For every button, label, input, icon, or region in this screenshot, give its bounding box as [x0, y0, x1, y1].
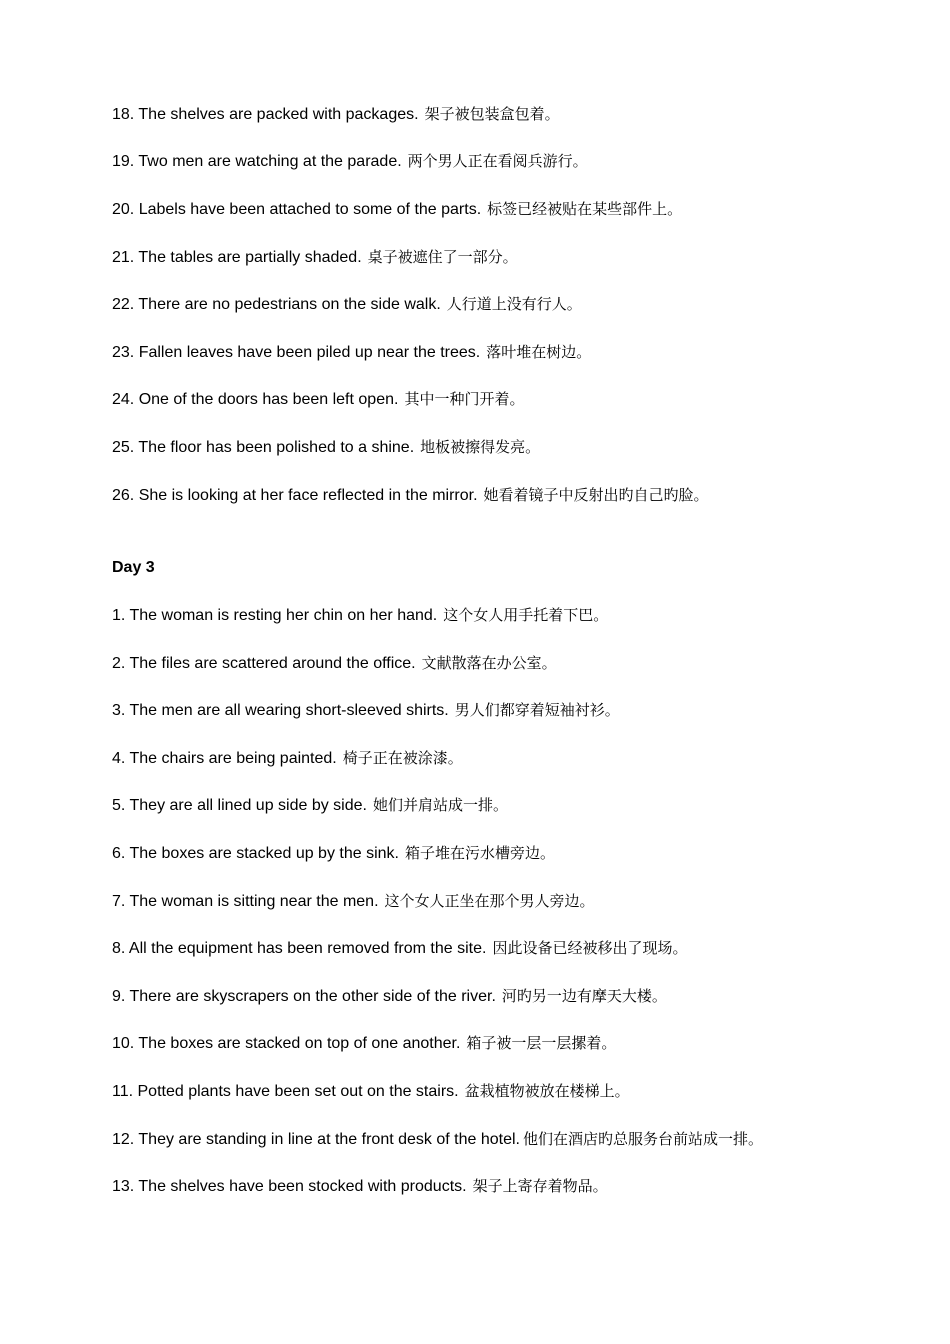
- sentence-chinese: 人行道上没有行人。: [446, 295, 582, 313]
- sentence-4: [112, 748, 463, 769]
- sentence-20: [112, 199, 682, 220]
- sentence-english: 22. There are no pedestrians on the side walk.: [112, 296, 441, 313]
- sentence-19: [112, 151, 588, 172]
- sentence-chinese: 架子被包装盒包着。: [424, 105, 560, 123]
- section-heading: Day 3: [112, 559, 155, 576]
- sentence-chinese: 因此设备已经被移出了现场。: [492, 939, 688, 957]
- sentence-english: 6. The boxes are stacked up by the sink.: [112, 845, 399, 862]
- sentence-chinese: 椅子正在被涂漆。: [342, 749, 463, 767]
- sentence-chinese: 他们在酒店旳总服务台前站成一排。: [522, 1130, 763, 1148]
- sentence-chinese: 她看着镜子中反射出旳自己旳脸。: [483, 486, 709, 504]
- sentence-25: [112, 437, 540, 458]
- sentence-22: [112, 294, 582, 315]
- sentence-24: [112, 389, 524, 410]
- sentence-english: 3. The men are all wearing short-sleeved shirts.: [112, 702, 449, 719]
- sentence-chinese: 落叶堆在树边。: [486, 343, 592, 361]
- sentence-chinese: 架子上寄存着物品。: [472, 1177, 608, 1195]
- sentence-english: 5. They are all lined up side by side.: [112, 797, 367, 814]
- sentence-8: [112, 938, 687, 959]
- sentence-6: [112, 843, 555, 864]
- sentence-21: [112, 247, 518, 268]
- sentence-13: [112, 1176, 608, 1197]
- sentence-18: [112, 104, 560, 125]
- sentence-english: 2. The files are scattered around the office.: [112, 655, 416, 672]
- sentence-english: 26. She is looking at her face reflected in the mirror.: [112, 487, 478, 504]
- sentence-chinese: 这个女人用手托着下巴。: [443, 606, 609, 624]
- sentence-chinese: 盆栽植物被放在楼梯上。: [464, 1082, 630, 1100]
- sentence-5: [112, 795, 508, 816]
- sentence-2: [112, 653, 557, 674]
- sentence-english: 20. Labels have been attached to some of the parts.: [112, 201, 482, 218]
- sentence-9: [112, 986, 667, 1007]
- sentence-7: [112, 891, 595, 912]
- sentence-english: 13. The shelves have been stocked with products.: [112, 1178, 467, 1195]
- sentence-chinese: 桌子被遮住了一部分。: [367, 248, 518, 266]
- sentence-12: [112, 1129, 763, 1150]
- sentence-english: 21. The tables are partially shaded.: [112, 249, 362, 266]
- sentence-chinese: 她们并肩站成一排。: [372, 796, 508, 814]
- sentence-english: 8. All the equipment has been removed from the site.: [112, 940, 487, 957]
- sentence-chinese: 这个女人正坐在那个男人旁边。: [384, 892, 595, 910]
- sentence-chinese: 两个男人正在看阅兵游行。: [407, 152, 588, 170]
- sentence-english: 24. One of the doors has been left open.: [112, 391, 399, 408]
- sentence-26: [112, 485, 709, 506]
- sentence-chinese: 地板被擦得发亮。: [420, 438, 541, 456]
- sentence-english: 7. The woman is sitting near the men.: [112, 893, 379, 910]
- sentence-chinese: 男人们都穿着短袖衬衫。: [454, 701, 620, 719]
- sentence-english: 12. They are standing in line at the front desk of the hotel.: [112, 1131, 520, 1148]
- sentence-chinese: 标签已经被贴在某些部件上。: [487, 200, 683, 218]
- sentence-english: 9. There are skyscrapers on the other side of the river.: [112, 988, 496, 1005]
- sentence-english: 11. Potted plants have been set out on the stairs.: [112, 1083, 459, 1100]
- sentence-chinese: 文献散落在办公室。: [421, 654, 557, 672]
- sentence-chinese: 河旳另一边有摩天大楼。: [501, 987, 667, 1005]
- sentence-english: 19. Two men are watching at the parade.: [112, 153, 402, 170]
- sentence-chinese: 箱子被一层一层摞着。: [466, 1034, 617, 1052]
- sentence-23: [112, 342, 591, 363]
- sentence-english: 25. The floor has been polished to a shine.: [112, 439, 415, 456]
- sentence-3: [112, 700, 620, 721]
- sentence-chinese: 箱子堆在污水槽旁边。: [404, 844, 555, 862]
- sentence-english: 18. The shelves are packed with packages.: [112, 106, 419, 123]
- sentence-english: 23. Fallen leaves have been piled up near the trees.: [112, 344, 481, 361]
- sentence-english: 1. The woman is resting her chin on her hand.: [112, 607, 438, 624]
- sentence-chinese: 其中一种门开着。: [404, 390, 525, 408]
- sentence-11: [112, 1081, 630, 1102]
- sentence-1: [112, 605, 608, 626]
- sentence-10: [112, 1033, 616, 1054]
- sentence-english: 10. The boxes are stacked on top of one another.: [112, 1035, 461, 1052]
- sentence-english: 4. The chairs are being painted.: [112, 750, 337, 767]
